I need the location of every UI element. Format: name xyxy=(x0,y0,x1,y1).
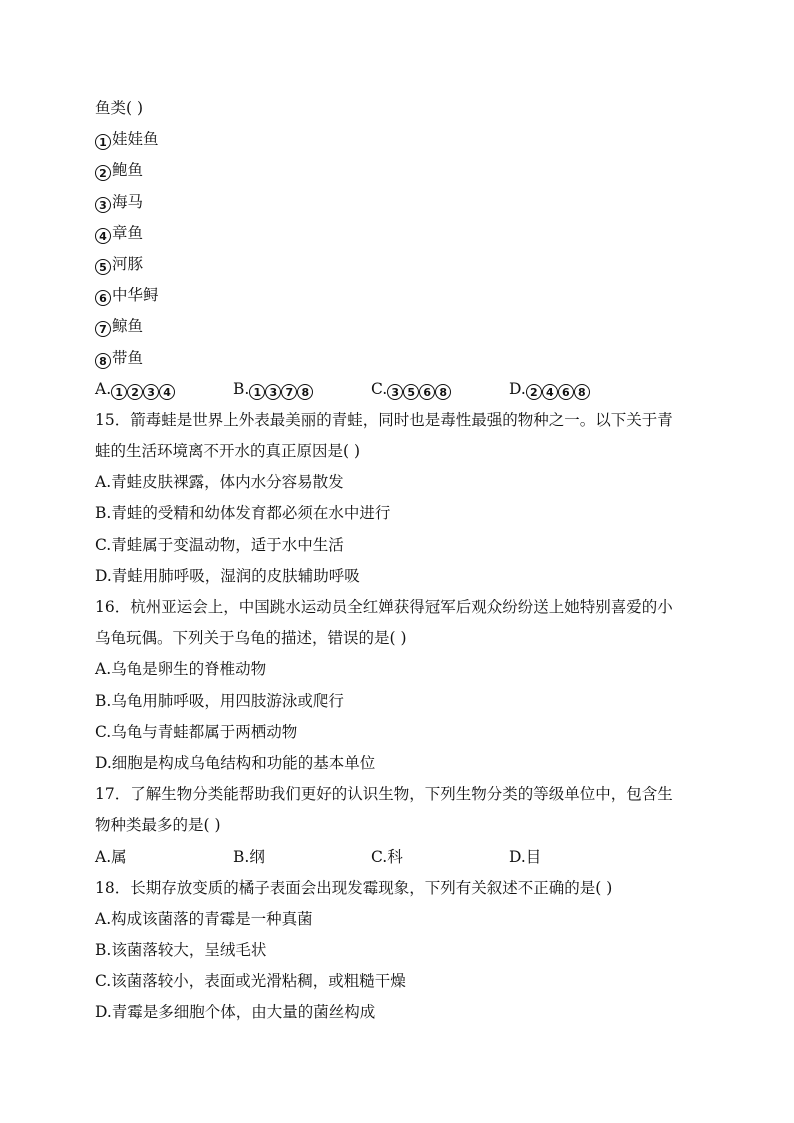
item-text: 带鱼 xyxy=(112,348,144,367)
circled-number: 6 xyxy=(558,384,574,400)
item-text: 娃娃鱼 xyxy=(112,130,159,149)
q16-option-a: A.乌龟是卵生的脊椎动物 xyxy=(95,660,267,679)
question-14-tail: 鱼类( ) xyxy=(95,99,144,117)
item-text: 中华鲟 xyxy=(112,286,159,305)
q18-option-a: A.构成该菌落的青霉是一种真菌 xyxy=(95,909,313,928)
circled-number: 8 xyxy=(297,384,313,400)
q17-option-b: B.纲 xyxy=(233,847,265,866)
circled-number: 3 xyxy=(265,384,281,400)
q14-item-8 xyxy=(95,343,705,374)
q15-option-b: B.青蛙的受精和幼体发育都必须在水中进行 xyxy=(95,504,391,523)
circled-number: 4 xyxy=(542,384,558,400)
circled-number: 3 xyxy=(143,384,159,400)
option-label: C. xyxy=(371,379,388,398)
q14-item-6 xyxy=(95,280,705,311)
circled-number: 7 xyxy=(95,321,111,337)
circled-number: 8 xyxy=(574,384,590,400)
q15-option-a: A.青蛙皮肤裸露，体内水分容易散发 xyxy=(95,473,344,492)
q14-options xyxy=(95,374,705,405)
circled-number: 2 xyxy=(95,165,111,181)
q14-option-a xyxy=(95,374,233,405)
circled-number: 3 xyxy=(95,197,111,213)
circled-number: 8 xyxy=(95,353,111,369)
circled-number: 3 xyxy=(387,384,403,400)
question-17-stem-line1: 17．了解生物分类能帮助我们更好的认识生物，下列生物分类的等级单位中，包含生 xyxy=(95,785,673,804)
q17-option-a: A.属 xyxy=(95,847,127,866)
circled-number: 2 xyxy=(127,384,143,400)
q17-options xyxy=(95,842,705,873)
q16-option-d: D.细胞是构成乌龟结构和功能的基本单位 xyxy=(95,753,376,772)
q14-option-d xyxy=(509,374,647,405)
q18-option-d: D.青霉是多细胞个体，由大量的菌丝构成 xyxy=(95,1003,376,1022)
q14-item-7 xyxy=(95,311,705,342)
item-text: 章鱼 xyxy=(112,223,144,242)
question-18-stem: 18．长期存放变质的橘子表面会出现发霉现象，下列有关叙述不正确的是( ) xyxy=(95,878,613,897)
q16-option-c: C.乌龟与青蛙都属于两栖动物 xyxy=(95,722,298,741)
question-16-stem-line1: 16．杭州亚运会上，中国跳水运动员全红婵获得冠军后观众纷纷送上她特别喜爱的小 xyxy=(95,598,673,616)
option-label: B. xyxy=(233,379,250,398)
q14-item-5 xyxy=(95,249,705,280)
item-text: 河豚 xyxy=(112,254,144,273)
item-text: 海马 xyxy=(112,192,144,211)
circled-number: 1 xyxy=(249,384,265,400)
circled-number: 5 xyxy=(95,259,111,275)
circled-number: 8 xyxy=(435,384,451,400)
circled-number: 4 xyxy=(159,384,175,400)
question-15-stem-line2: 蛙的生活环境离不开水的真正原因是( ) xyxy=(95,442,361,461)
circled-number: 6 xyxy=(95,290,111,306)
q17-option-d: D.目 xyxy=(509,847,542,866)
circled-number: 5 xyxy=(403,384,419,400)
circled-number: 2 xyxy=(526,384,542,400)
q15-option-c: C.青蛙属于变温动物，适于水中生活 xyxy=(95,535,344,554)
option-label: A. xyxy=(95,379,112,398)
q14-option-b xyxy=(233,374,371,405)
q17-option-c: C.科 xyxy=(371,847,403,866)
q15-option-d: D.青蛙用肺呼吸，湿润的皮肤辅助呼吸 xyxy=(95,566,360,585)
option-label: D. xyxy=(509,379,526,398)
q14-item-3 xyxy=(95,187,705,218)
circled-number: 1 xyxy=(111,384,127,400)
circled-number: 6 xyxy=(419,384,435,400)
q16-option-b: B.乌龟用肺呼吸，用四肢游泳或爬行 xyxy=(95,691,344,710)
q14-item-2 xyxy=(95,155,705,186)
q14-item-1 xyxy=(95,124,705,155)
q18-option-b: B.该菌落较大，呈绒毛状 xyxy=(95,941,267,960)
question-17-stem-line2: 物种类最多的是( ) xyxy=(95,816,221,835)
item-text: 鲸鱼 xyxy=(112,317,144,336)
question-16-stem-line2: 乌龟玩偶。下列关于乌龟的描述，错误的是( ) xyxy=(95,629,407,648)
exam-page xyxy=(95,93,705,1029)
circled-number: 4 xyxy=(95,228,111,244)
question-15-stem-line1: 15．箭毒蛙是世界上外表最美丽的青蛙，同时也是毒性最强的物种之一。以下关于青 xyxy=(95,410,673,429)
circled-number: 7 xyxy=(281,384,297,400)
circled-number: 1 xyxy=(95,134,111,150)
q14-item-4 xyxy=(95,218,705,249)
item-text: 鲍鱼 xyxy=(112,161,144,180)
q18-option-c: C.该菌落较小，表面或光滑粘稠，或粗糙干燥 xyxy=(95,972,406,991)
q14-option-c xyxy=(371,374,509,405)
